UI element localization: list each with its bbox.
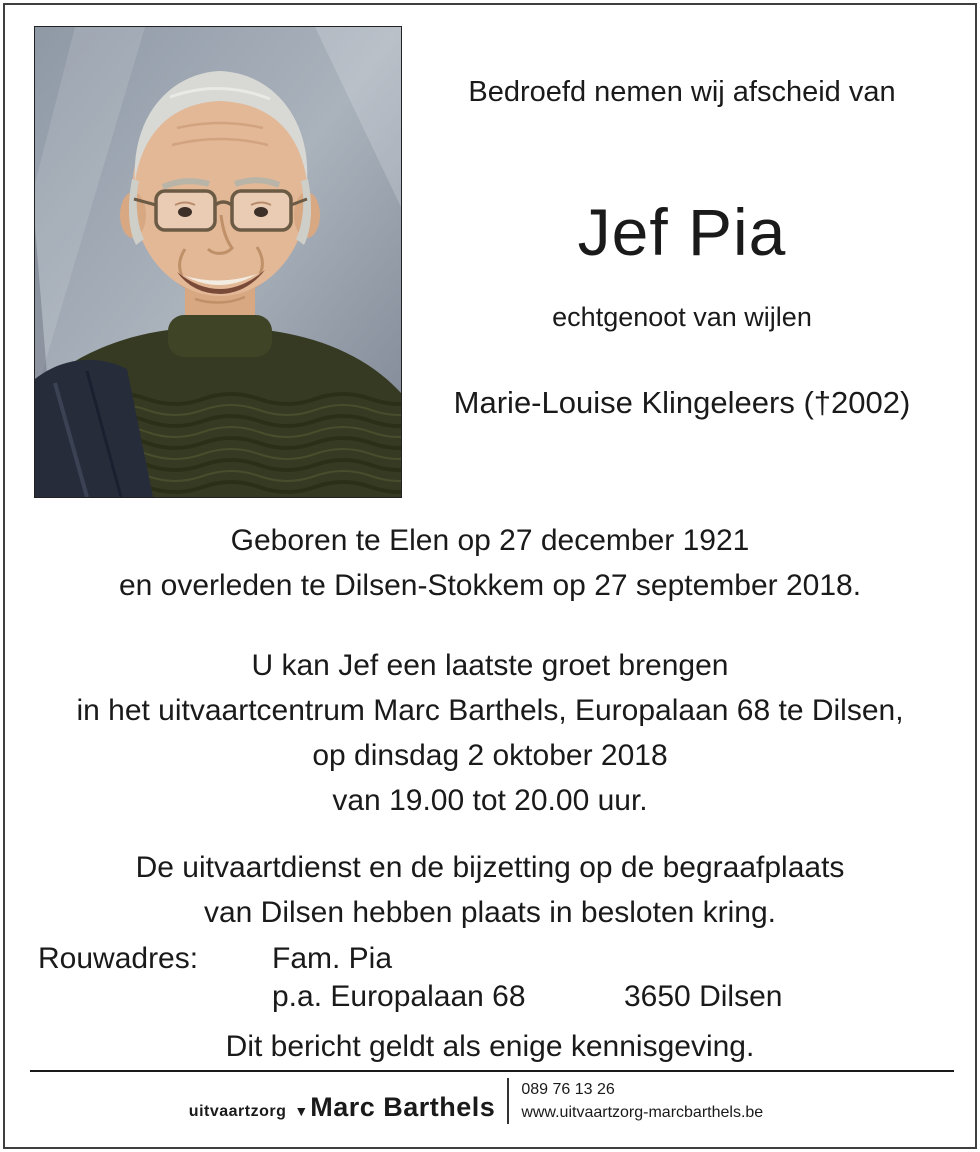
intro-line: Bedroefd nemen wij afscheid van — [468, 76, 896, 108]
mourning-address-label: Rouwadres: — [38, 942, 199, 975]
birth-death-line-1: Geboren te Elen op 27 december 1921 — [230, 524, 750, 557]
brand-triangle-icon: ▼ — [294, 1102, 309, 1119]
visitation-line-2: in het uitvaartcentrum Marc Barthels, Europalaan 68 te Dilsen, — [76, 694, 904, 727]
notice-line: Dit bericht geldt als enige kennisgeving. — [225, 1030, 755, 1063]
announcement-body — [0, 518, 980, 935]
visitation-line-4: van 19.00 tot 20.00 uur. — [332, 784, 648, 817]
portrait-photo — [34, 26, 402, 498]
spouse-name: Marie-Louise Klingeleers (†2002) — [453, 385, 911, 420]
brand-name: Marc Barthels — [310, 1091, 496, 1122]
phone-number: 089 76 13 26 — [521, 1081, 615, 1098]
brand-prefix: uitvaartzorg — [188, 1102, 287, 1120]
funeral-home-logo — [189, 1092, 496, 1123]
contact-info — [521, 1078, 763, 1124]
footer — [0, 1078, 966, 1124]
visitation-line-1: U kan Jef een laatste groet brengen — [251, 649, 729, 682]
deceased-name: Jef Pia — [577, 195, 787, 269]
announcement-header — [404, 74, 960, 422]
service-line-1: De uitvaartdienst en de bijzetting op de begraafplaats — [135, 851, 845, 884]
service-line-2: van Dilsen hebben plaats in besloten kring. — [203, 896, 777, 929]
visitation-line-3: op dinsdag 2 oktober 2018 — [312, 739, 668, 772]
mourning-address-city: 3650 Dilsen — [624, 980, 783, 1013]
birth-death-line-2: en overleden te Dilsen-Stokkem op 27 september 2018. — [118, 569, 862, 602]
footer-separator — [507, 1078, 509, 1124]
mourning-address-name: Fam. Pia — [272, 942, 393, 975]
website-url: www.uitvaartzorg-marcbarthels.be — [521, 1104, 764, 1121]
relation-line: echtgenoot van wijlen — [552, 302, 812, 332]
mourning-address-street: p.a. Europalaan 68 — [272, 980, 526, 1013]
footer-divider — [30, 1070, 954, 1072]
portrait-photo-drawing — [35, 27, 401, 497]
mourning-address-block — [0, 942, 980, 1022]
